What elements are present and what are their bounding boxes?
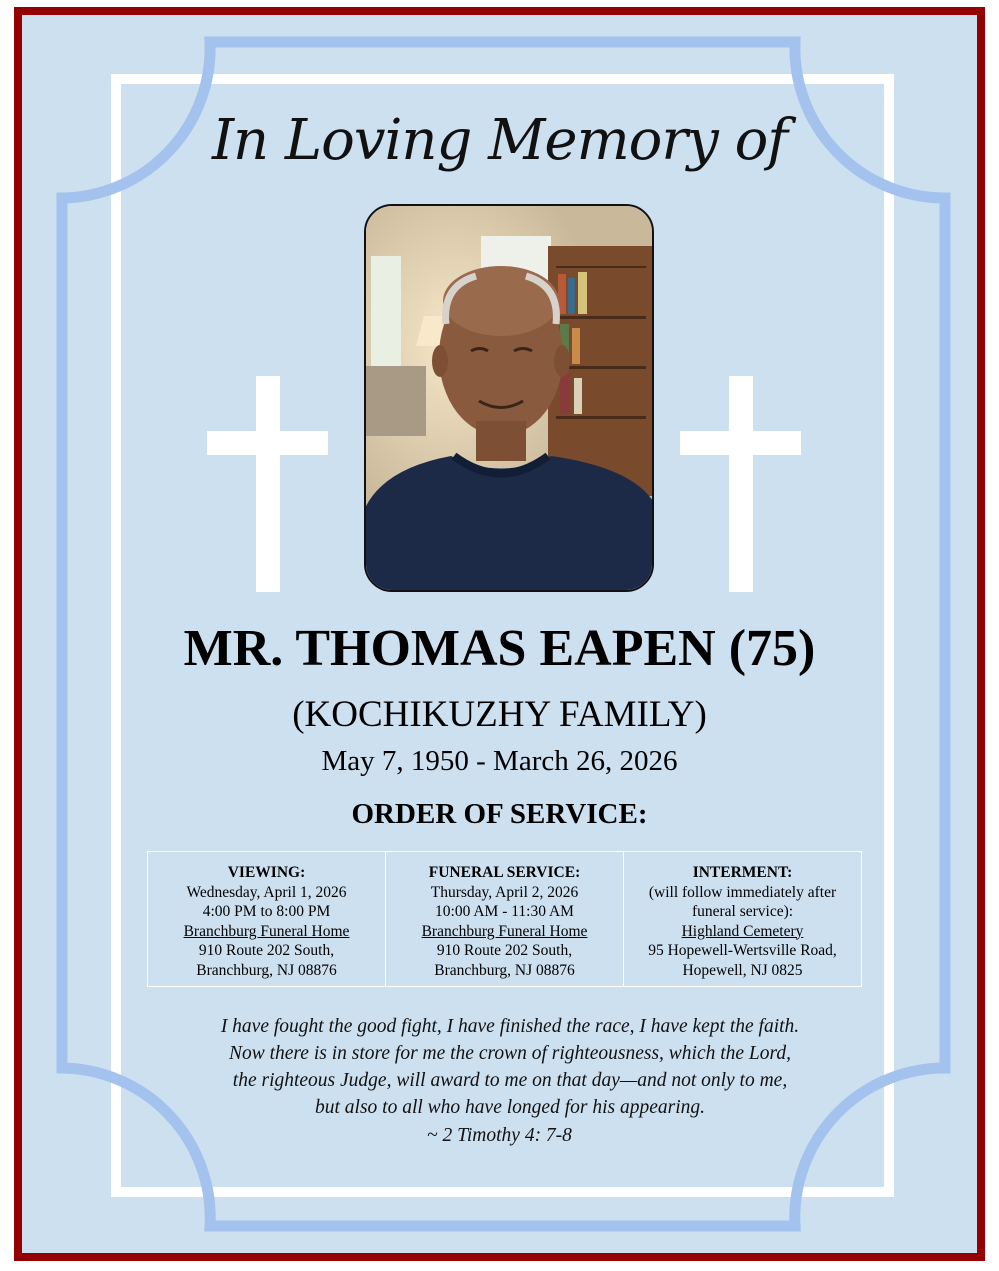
service-address: 910 Route 202 South,: [198, 942, 335, 959]
service-line: Wednesday, April 1, 2026: [186, 883, 347, 901]
service-line: (will follow immediately after: [648, 883, 837, 901]
cross-icon: [680, 376, 801, 592]
verse-line: but also to all who have longed for his appearing.: [315, 1097, 705, 1118]
service-line: Thursday, April 2, 2026: [430, 883, 579, 901]
service-place: Branchburg Funeral Home: [183, 922, 350, 940]
verse-reference: ~ 2 Timothy 4: 7-8: [427, 1125, 572, 1146]
page-title: In Loving Memory of: [211, 108, 788, 173]
order-of-service-heading: ORDER OF SERVICE:: [351, 798, 648, 830]
service-line: 10:00 AM - 11:30 AM: [435, 903, 574, 920]
service-address: 95 Hopewell-Wertsville Road,: [648, 942, 837, 959]
family-name: (KOCHIKUZHY FAMILY): [292, 694, 707, 735]
service-funeral: [386, 852, 624, 986]
service-address: 910 Route 202 South,: [436, 942, 573, 959]
service-place: Branchburg Funeral Home: [421, 922, 588, 940]
scripture-verse: [120, 1013, 900, 1121]
service-address: Branchburg, NJ 08876: [434, 961, 575, 979]
service-title: VIEWING:: [227, 864, 306, 881]
deceased-name: MR. THOMAS EAPEN (75): [183, 620, 816, 677]
service-viewing: [148, 852, 386, 986]
portrait-photo: [364, 204, 654, 592]
services-table: [147, 851, 862, 987]
service-title: FUNERAL SERVICE:: [428, 864, 581, 881]
service-place: Highland Cemetery: [681, 922, 804, 940]
verse-line: the righteous Judge, will award to me on that day—and not only to me,: [232, 1070, 788, 1091]
service-address: Branchburg, NJ 08876: [196, 961, 337, 979]
service-line: funeral service):: [691, 903, 794, 920]
service-interment: [624, 852, 861, 986]
verse-line: I have fought the good fight, I have finished the race, I have kept the faith.: [220, 1016, 800, 1037]
verse-line: Now there is in store for me the crown of righteousness, which the Lord,: [228, 1043, 792, 1064]
service-line: 4:00 PM to 8:00 PM: [202, 903, 331, 920]
cross-icon: [207, 376, 328, 592]
service-title: INTERMENT:: [692, 864, 793, 881]
life-dates: May 7, 1950 - March 26, 2026: [321, 745, 678, 777]
service-address: Hopewell, NJ 0825: [682, 961, 803, 979]
